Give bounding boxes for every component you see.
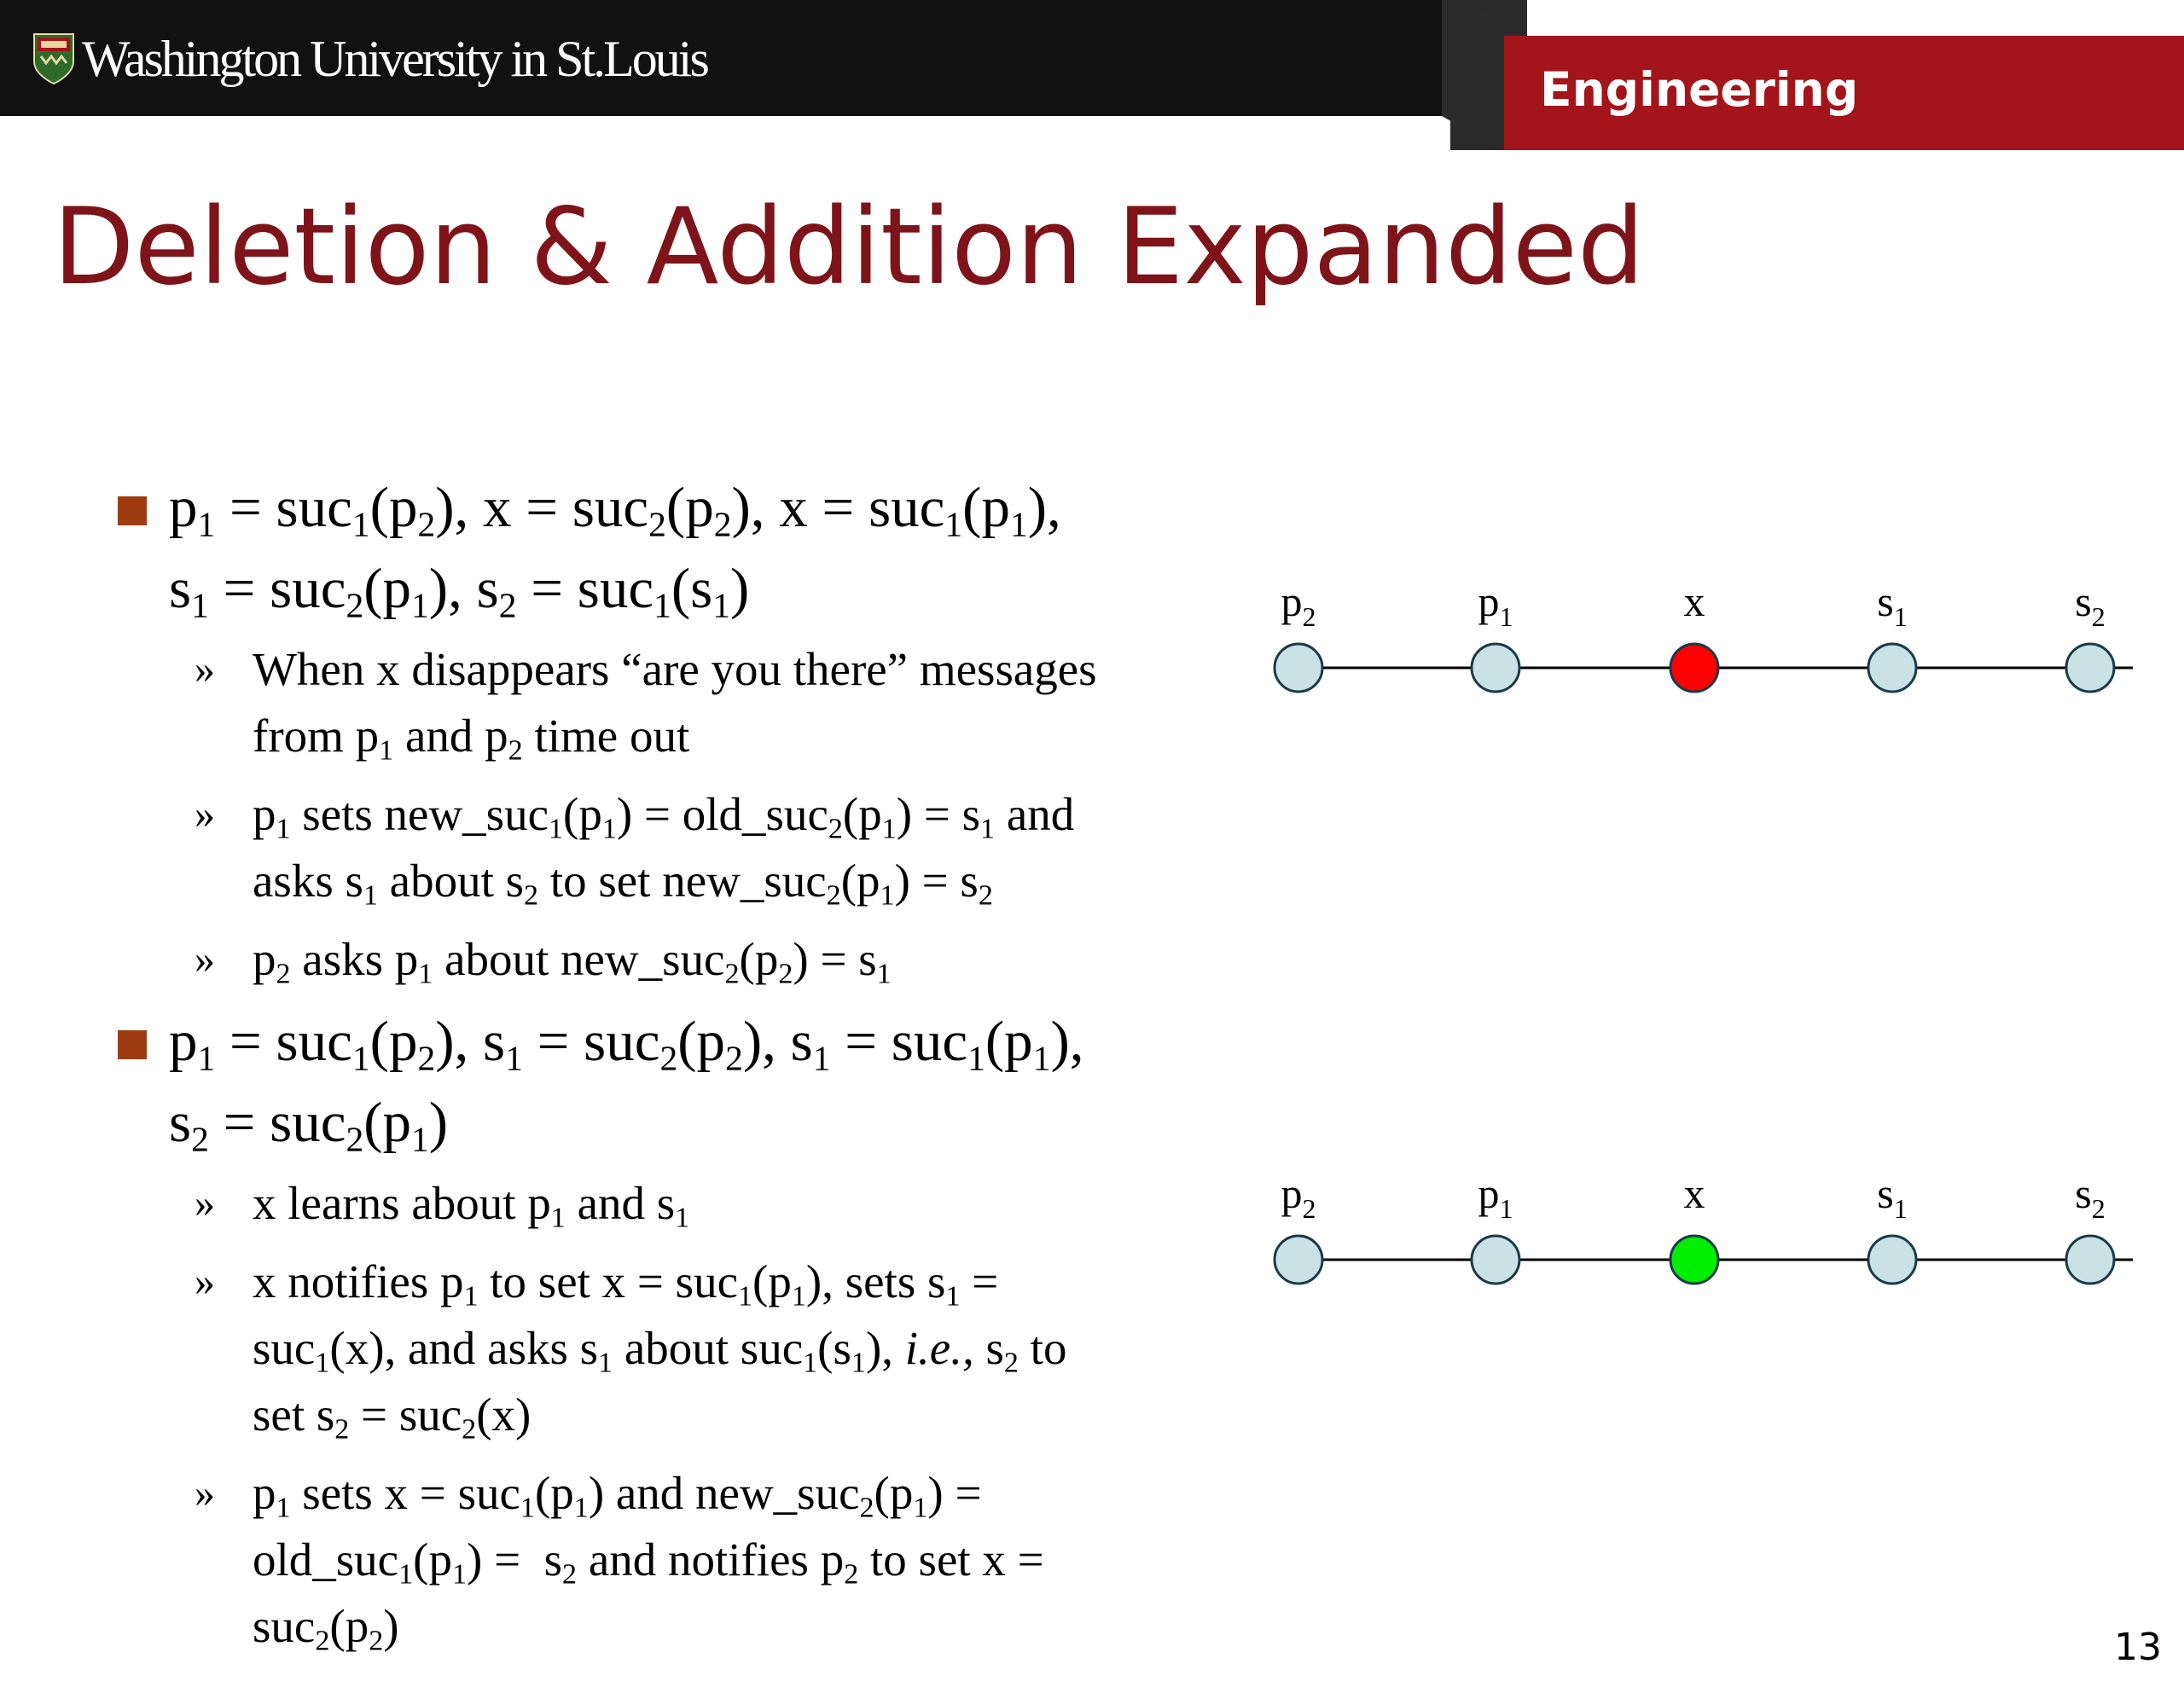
sub-bullet-p2-asks: » $p_2$ asks $p_1$ about $new\_suc_2(p_2) = s_1$ (111, 926, 1254, 993)
chevron-bullet-icon: » (195, 646, 215, 692)
node-label-s2: $s_2$ (2075, 1169, 2106, 1224)
deletion-diagram (1263, 577, 2167, 713)
node-x (1670, 644, 1718, 692)
header-bar (0, 0, 1461, 116)
node-p1 (1472, 1236, 1519, 1284)
sub-bullet-timeout: » When x disappears “are you there” messages from $p_1$ and $p_2$ time out (111, 636, 1254, 769)
node-s2 (2066, 644, 2114, 692)
node-label-p2: $p_2$ (1281, 577, 1316, 632)
sub-bullet-x-learns: » x learns about $p_1$ and $s_1$ (111, 1170, 1254, 1237)
node-s1 (1868, 1236, 1916, 1284)
node-label-x: x (1683, 1169, 1705, 1217)
sub-bullet-p1-sets-successor: » $p_1$ sets $new\_suc_1(p_1)$ = $old\_suc_2(p_1) = s_1$ and asks $s_1$ about $s_2$ to set $new\_suc_2(p_1) = s_2$ (111, 781, 1254, 914)
sub-bullet-p1-sets-x: » $p_1$ sets $x = suc_1(p_1)$ and $new\_suc_2(p_1)$ = $old\_suc_1(p_1) = s_2$ and notifies $p_2$ to set x = $suc_2(p_2)$ (111, 1460, 1254, 1660)
node-p1 (1472, 644, 1519, 692)
page-number: 13 (2114, 1626, 2162, 1669)
square-bullet-icon (118, 496, 147, 525)
node-label-s1: $s_1$ (1877, 1169, 1908, 1224)
node-label-p1: $p_1$ (1478, 577, 1513, 632)
node-label-x: x (1683, 577, 1705, 625)
ring-diagram-deletion (1263, 577, 2167, 713)
sub-bullet-x-notifies: » x notifies $p_1$ to set $x = suc_1(p_1)$, sets $s_1$ = suc$_1$(x), and asks $s_1$ about $suc_1(s_1)$, i.e., $s_2$ to set $s_2 = suc_2(x)$ (111, 1249, 1254, 1448)
bullet-addition-conditions: $p_1 = suc_1(p_2)$, $s_1 = suc_2(p_2)$, $s_1 = suc_1(p_1)$, $s_2 = suc_2(p_1)$ (111, 1001, 1254, 1163)
node-p2 (1275, 644, 1322, 692)
addition-diagram (1263, 1168, 2167, 1305)
node-label-s1: $s_1$ (1877, 577, 1908, 632)
node-s2 (2066, 1236, 2114, 1284)
ring-diagram-addition (1263, 1168, 2167, 1305)
node-s1 (1868, 644, 1916, 692)
chevron-bullet-icon: » (195, 1180, 215, 1226)
slide-title: Deletion & Addition Expanded (53, 186, 1645, 309)
node-label-p1: $p_1$ (1478, 1169, 1513, 1224)
university-name: Washington University in St.Louis (82, 31, 707, 87)
school-name: Engineering (1540, 62, 1859, 117)
node-p2 (1275, 1236, 1322, 1284)
node-label-p2: $p_2$ (1281, 1169, 1316, 1224)
university-logo (32, 29, 707, 89)
chevron-bullet-icon: » (195, 1259, 215, 1304)
chevron-bullet-icon: » (195, 791, 215, 837)
node-label-s2: $s_2$ (2075, 577, 2106, 632)
square-bullet-icon (118, 1030, 147, 1059)
bullet-deletion-conditions: $p_1 = suc_1(p_2)$, $x = suc_2(p_2)$, $x = suc_1(p_1)$, $s_1 = suc_2(p_1)$, $s_2 = suc_1(s_1)$ (111, 467, 1254, 629)
bullet-list (111, 467, 1254, 1660)
crest-icon (32, 32, 75, 85)
chevron-bullet-icon: » (195, 936, 215, 982)
chevron-bullet-icon: » (195, 1470, 215, 1516)
node-x (1670, 1236, 1718, 1284)
